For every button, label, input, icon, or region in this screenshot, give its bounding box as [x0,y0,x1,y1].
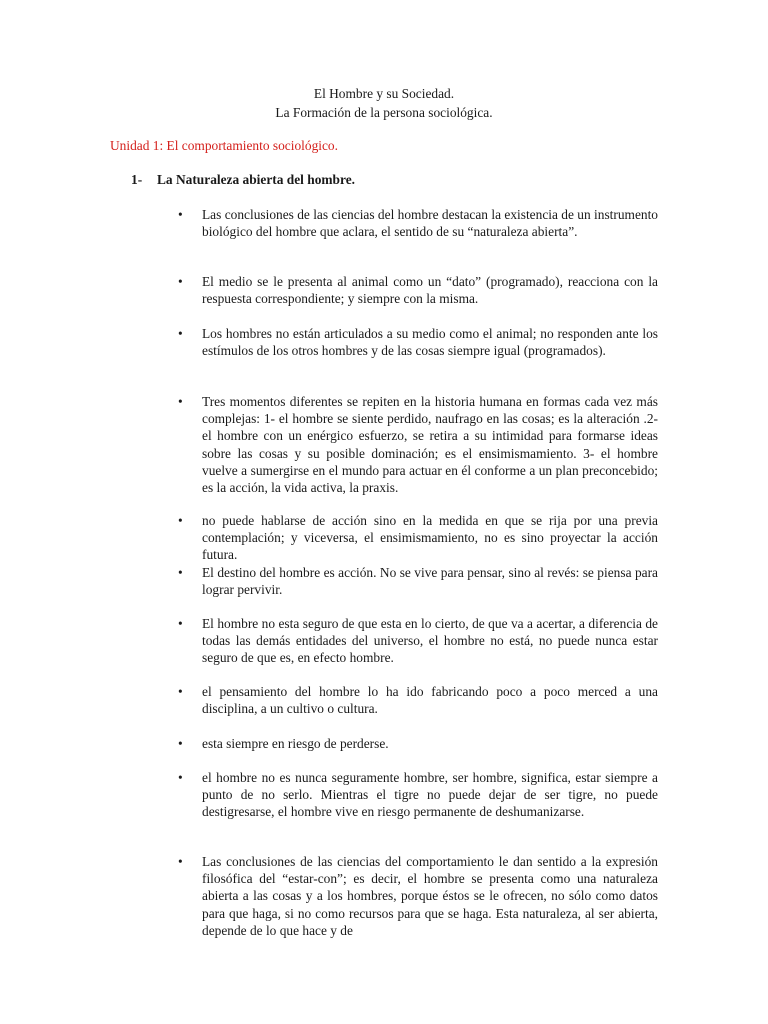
bullet-icon: • [178,326,183,341]
section-title: La Naturaleza abierta del hombre. [157,172,355,187]
section-number: 1- [131,172,143,187]
document-subtitle: La Formación de la persona sociológica. [275,105,493,120]
bullet-icon: • [178,513,183,528]
bullet-icon: • [178,616,183,631]
list-item-text: El destino del hombre es acción. No se vive para pensar, sino al revés: se piensa para lograr pervivir. [202,565,658,598]
list-item-text: El hombre no esta seguro de que esta en lo cierto, de que va a acertar, a diferencia de todas las demás entidades del universo, el hombre no está, no puede nunca estar seguro de que es, en efecto hombre. [202,616,658,666]
bullet-icon: • [178,854,183,869]
list-item-text: el hombre no es nunca seguramente hombre, ser hombre, significa, estar siempre a punto de no serlo. Mientras el tigre no puede dejar de ser tigre, no puede destigresarse, el hombre vive en riesgo permanente de deshumanizarse. [202,770,658,820]
list-item-text: Las conclusiones de las ciencias del comportamiento le dan sentido a la expresión filosófica del “estar-con”; es decir, el hombre se presenta como una naturaleza abierta a las cosas y a los hombres, porque éstos se le ofrecen, no sólo como datos para que haga, si no como recursos para que se haga. Esta naturaleza, al ser abierta, depende de lo que hace y de [202,854,658,938]
bullet-icon: • [178,274,183,289]
bullet-icon: • [178,394,183,409]
bullet-icon: • [178,565,183,580]
list-item-text: Las conclusiones de las ciencias del hombre destacan la existencia de un instrumento biológico del hombre que aclara, el sentido de su “naturaleza abierta”. [202,207,658,240]
bullet-icon: • [178,736,183,751]
list-item-text: no puede hablarse de acción sino en la medida en que se rija por una previa contemplación; y viceversa, el ensimismamiento, no es sino proyectar la acción futura. [202,513,658,563]
list-item-text: Tres momentos diferentes se repiten en la historia humana en formas cada vez más complejas: 1- el hombre se siente perdido, naufrago en las cosas; es la alteración .2- el hombre con un enérgico esfuerzo, se retira a su intimidad para formarse ideas sobre las cosas y su posible dominación; es el ensimismamiento. 3- el hombre vuelve a sumergirse en el mundo para actuar en él conforme a un plan preconcebido; es la acción, la vida activa, la praxis. [202,394,658,496]
section-heading [131,171,355,188]
document-title-block [0,84,768,122]
document-title: El Hombre y su Sociedad. [313,86,455,101]
list-item-text: esta siempre en riesgo de perderse. [202,736,389,751]
list-item-text: el pensamiento del hombre lo ha ido fabricando poco a poco merced a una disciplina, a un cultivo o cultura. [202,684,658,717]
unit-heading: Unidad 1: El comportamiento sociológico. [110,138,338,153]
bullet-icon: • [178,684,183,699]
bullet-icon: • [178,770,183,785]
list-item-text: Los hombres no están articulados a su medio como el animal; no responden ante los estímulos de los otros hombres y de las cosas siempre igual (programados). [202,326,658,359]
list-item-text: El medio se le presenta al animal como un “dato” (programado), reacciona con la respuesta correspondiente; y siempre con la misma. [202,274,658,307]
bullet-icon: • [178,207,183,222]
